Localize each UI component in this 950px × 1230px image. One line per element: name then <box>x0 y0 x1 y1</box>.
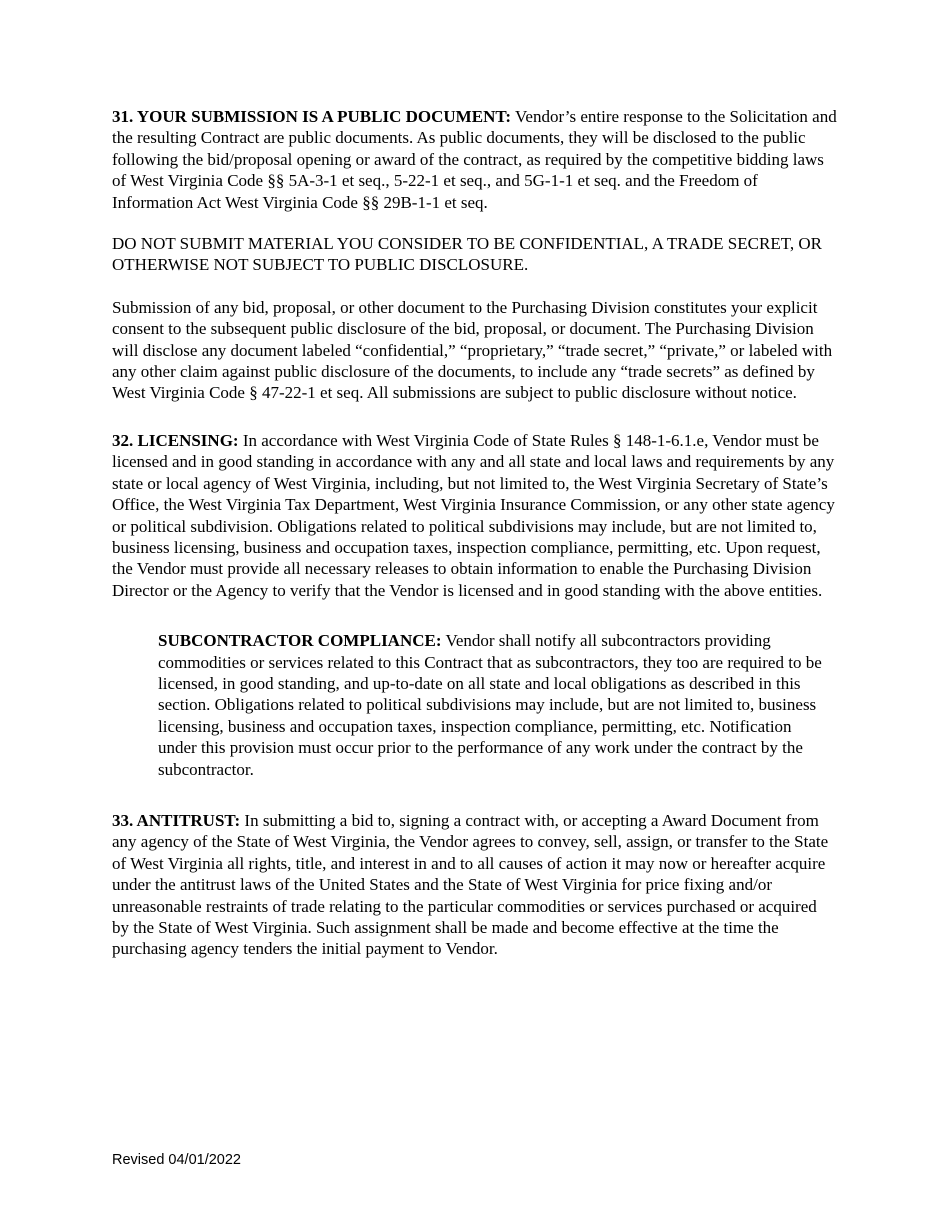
section-31-heading: 31. YOUR SUBMISSION IS A PUBLIC DOCUMENT: <box>112 107 512 126</box>
section-32-heading: 32. LICENSING: <box>112 430 239 450</box>
public-disclosure-consent-paragraph: Submission of any bid, proposal, or other document to the Purchasing Division constitutes your explicit consent to the subsequent public disclosure of the bid, proposal, or document. The Purchasing Division will disclose any document labeled “confidential,” “proprietary,” “trade secret,” “private,” or labeled with any other claim against public disclosure of the documents, to include any “trade secrets” as defined by West Virginia Code § 47-22-1 et seq. All submissions are subject to public disclosure without notice. <box>112 297 833 403</box>
section-31-body: Vendor’s entire response to the Solicitation and the resulting Contract are public documents. As public documents, they will be disclosed to the public following the bid/proposal opening or award of the contract, as required by the competitive bidding laws of West Virginia Code §§ 5A-3-1 et seq., 5-22-1 et seq., and 5G-1-1 et seq. and the Freedom of Information Act West Virginia Code §§ 29B-1-1 et seq. <box>112 107 837 212</box>
section-33-heading: 33. ANTITRUST: <box>112 810 241 830</box>
section-31-paragraph <box>112 106 837 213</box>
confidentiality-notice: DO NOT SUBMIT MATERIAL YOU CONSIDER TO BE CONFIDENTIAL, A TRADE SECRET, OR OTHERWISE NOT SUBJECT TO PUBLIC DISCLOSURE. <box>112 234 822 275</box>
section-32-paragraph <box>112 430 837 601</box>
subcontractor-compliance-heading: SUBCONTRACTOR COMPLIANCE: <box>158 631 442 651</box>
section-33-paragraph <box>112 810 837 960</box>
subcontractor-compliance-paragraph <box>158 630 828 780</box>
revision-date-footer: Revised 04/01/2022 <box>112 1152 241 1168</box>
document-page <box>112 106 837 960</box>
section-33-body: In submitting a bid to, signing a contract with, or accepting a Award Document from any agency of the State of West Virginia, the Vendor agrees to convey, sell, assign, or transfer to the State of West Virginia all rights, title, and interest in and to all causes of action it may now or hereafter acquire under the antitrust laws of the United States and the State of West Virginia for price fixing and/or unreasonable restraints of trade relating to the particular commodities or services purchased or acquired by the State of West Virginia. Such assignment shall be made and become effective at the time the purchasing agency tenders the initial payment to Vendor. <box>112 810 829 959</box>
subcontractor-compliance-body: Vendor shall notify all subcontractors providing commodities or services related to this Contract that as subcontractors, they too are required to be licensed, in good standing, and up-to-date on all state and local obligations as described in this section. Obligations related to political subdivisions may include, but are not limited to, business licensing, business and occupation taxes, inspection compliance, permitting, etc. Notification under this provision must occur prior to the performance of any work under the contract by the subcontractor. <box>158 631 822 779</box>
section-32-body: In accordance with West Virginia Code of State Rules § 148-1-6.1.e, Vendor must be licensed and in good standing in accordance with any and all state and local laws and requirements by any state or local agency of West Virginia, including, but not limited to, the West Virginia Secretary of State’s Office, the West Virginia Tax Department, West Virginia Insurance Commission, or any other state agency or political subdivision. Obligations related to political subdivisions may include, but are not limited to, business licensing, business and occupation taxes, inspection compliance, permitting, etc. Upon request, the Vendor must provide all necessary releases to obtain information to enable the Purchasing Division Director or the Agency to verify that the Vendor is licensed and in good standing with the above entities. <box>112 430 835 600</box>
